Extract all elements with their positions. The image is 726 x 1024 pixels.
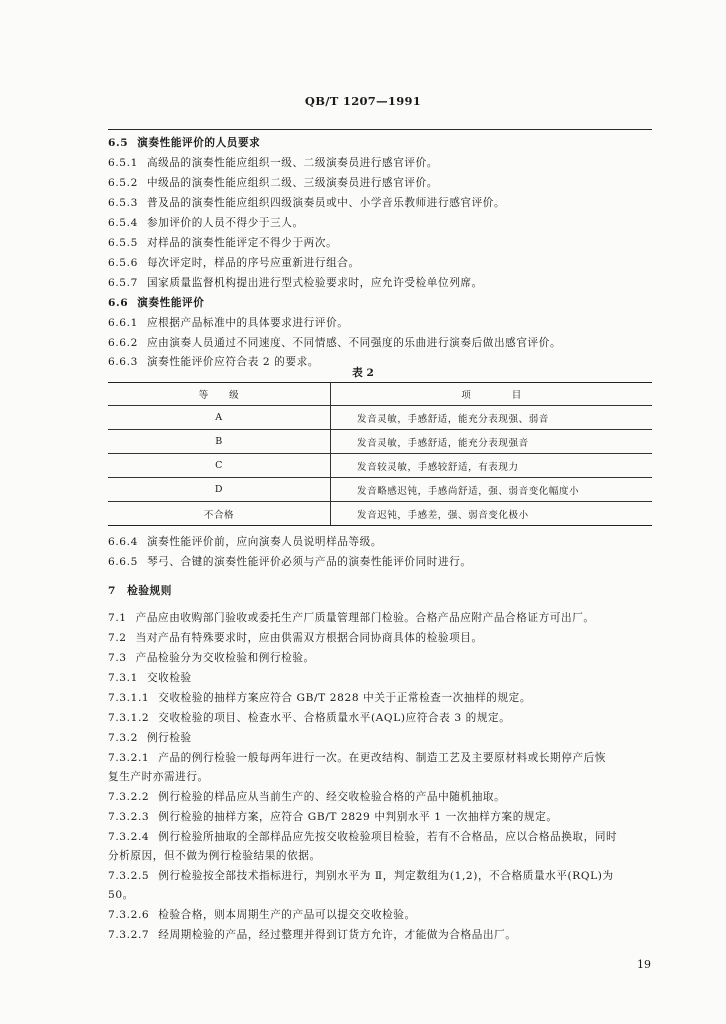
clause-7-3: 7.3 产品检验分为交收检验和例行检验。 xyxy=(108,652,315,664)
item-cell: 发音迟钝，手感差，强、弱音变化极小 xyxy=(331,502,653,526)
clause-7-3-2: 7.3.2 例行检验 xyxy=(108,732,192,744)
table-row xyxy=(108,406,652,430)
grade-cell: D xyxy=(108,478,331,502)
table-row xyxy=(108,478,652,502)
grade-cell: B xyxy=(108,430,331,454)
clause-6-5-1: 6.5.1 高级品的演奏性能应组织一级、二级演奏员进行感官评价。 xyxy=(108,157,439,169)
grade-cell: C xyxy=(108,454,331,478)
header-item: 项 目 xyxy=(331,383,653,406)
table-2 xyxy=(108,382,652,526)
clause-7-3-1: 7.3.1 交收检验 xyxy=(108,672,192,684)
grade-cell: A xyxy=(108,406,331,430)
item-cell: 发音灵敏，手感舒适，能充分表现强、弱音 xyxy=(331,406,653,430)
clause-7-3-2-4: 7.3.2.4 例行检验所抽取的全部样品应先按交收检验项目检验，若有不合格品，应以合格品换取，同时 xyxy=(108,831,618,843)
item-cell: 发音较灵敏，手感较舒适，有表现力 xyxy=(331,454,653,478)
clause-7-3-2-1: 7.3.2.1 产品的例行检验一般每两年进行一次。在更改结构、制造工艺及主要原材料或长期停产后恢 xyxy=(108,752,607,764)
clause-7-3-2-3: 7.3.2.3 例行检验的抽样方案，应符合 GB/T 2829 中判别水平 1 一次抽样方案的规定。 xyxy=(108,811,558,823)
table-row xyxy=(108,454,652,478)
clause-6-5-7: 6.5.7 国家质量监督机构提出进行型式检验要求时，应允许受检单位列席。 xyxy=(108,277,483,289)
header-rule xyxy=(108,129,652,130)
table-2-caption: 表 2 xyxy=(352,367,374,379)
clause-7-3-2-2: 7.3.2.2 例行检验的样品应从当前生产的、经交收检验合格的产品中随机抽取。 xyxy=(108,791,506,803)
clause-7-3-2-1-cont: 复生产时亦需进行。 xyxy=(108,771,209,783)
clause-7-3-2-4-cont: 分析原因，但不做为例行检验结果的依据。 xyxy=(108,850,321,862)
section-7-title: 7 检验规则 xyxy=(108,585,172,597)
document-code: QB/T 1207—1991 xyxy=(304,94,422,108)
table-row xyxy=(108,430,652,454)
item-cell: 发音略感迟钝，手感尚舒适，强、弱音变化幅度小 xyxy=(331,478,653,502)
page-number: 19 xyxy=(637,958,651,971)
clause-7-1: 7.1 产品应由收购部门验收或委托生产厂质量管理部门检验。合格产品应附产品合格证方可出厂。 xyxy=(108,612,595,624)
clause-6-6-4: 6.6.4 演奏性能评价前，应向演奏人员说明样品等级。 xyxy=(108,536,383,548)
clause-6-6: 6.6 演奏性能评价 xyxy=(108,297,205,309)
clause-7-3-1-2: 7.3.1.2 交收检验的项目、检查水平、合格质量水平(AQL)应符合表 3 的规定。 xyxy=(108,712,511,724)
grade-cell: 不合格 xyxy=(108,502,331,526)
clause-6-5-5: 6.5.5 对样品的演奏性能评定不得少于两次。 xyxy=(108,237,338,249)
clause-6-5-6: 6.5.6 每次评定时，样品的序号应重新进行组合。 xyxy=(108,257,360,269)
clause-7-3-2-7: 7.3.2.7 经周期检验的产品，经过整理并得到订货方允许，才能做为合格品出厂。 xyxy=(108,929,517,941)
clause-6-5-4: 6.5.4 参加评价的人员不得少于三人。 xyxy=(108,217,304,229)
clause-6-5: 6.5 演奏性能评价的人员要求 xyxy=(108,137,261,149)
clause-6-6-2: 6.6.2 应由演奏人员通过不同速度、不同情感、不同强度的乐曲进行演奏后做出感官评价。 xyxy=(108,337,562,349)
clause-6-6-1: 6.6.1 应根据产品标准中的具体要求进行评价。 xyxy=(108,317,349,329)
header-grade: 等 级 xyxy=(108,383,331,406)
clause-6-6-3: 6.6.3 演奏性能评价应符合表 2 的要求。 xyxy=(108,356,319,368)
item-cell: 发音灵敏，手感舒适，能充分表现强音 xyxy=(331,430,653,454)
clause-7-2: 7.2 当对产品有特殊要求时，应由供需双方根据合同协商具体的检验项目。 xyxy=(108,632,483,644)
table-row xyxy=(108,502,652,526)
clause-6-5-2: 6.5.2 中级品的演奏性能应组织二级、三级演奏员进行感官评价。 xyxy=(108,177,439,189)
clause-7-3-2-5: 7.3.2.5 例行检验按全部技术指标进行，判别水平为 Ⅱ，判定数组为(1,2)，不合格质量水平(RQL)为 xyxy=(108,870,614,882)
clause-7-3-2-6: 7.3.2.6 检验合格，则本周期生产的产品可以提交交收检验。 xyxy=(108,909,416,921)
clause-6-5-3: 6.5.3 普及品的演奏性能应组织四级演奏员或中、小学音乐教师进行感官评价。 xyxy=(108,197,506,209)
table-header-row xyxy=(108,383,652,406)
clause-7-3-2-5-cont: 50。 xyxy=(108,889,134,901)
clause-6-6-5: 6.6.5 琴弓、合键的演奏性能评价必须与产品的演奏性能评价同时进行。 xyxy=(108,556,472,568)
clause-7-3-1-1: 7.3.1.1 交收检验的抽样方案应符合 GB/T 2828 中关于正常检查一次抽样的规定。 xyxy=(108,692,532,704)
